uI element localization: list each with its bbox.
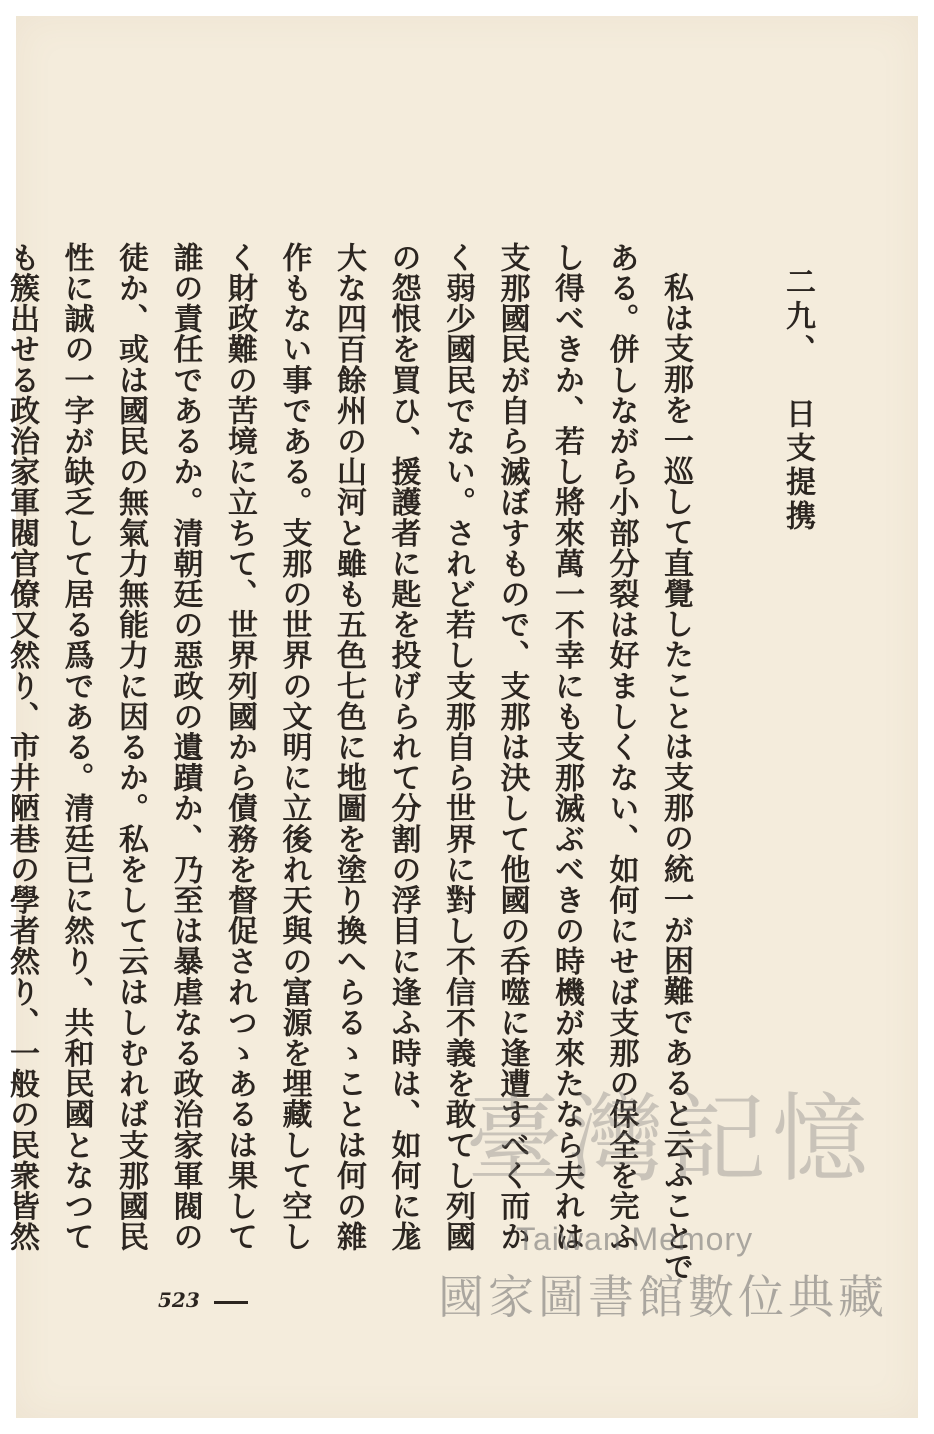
watermark-logo: 臺灣記憶 — [466, 1083, 874, 1195]
watermark-chinese: 國家圖書館數位典藏 — [438, 1270, 888, 1324]
section-number: 二九、 — [780, 266, 815, 368]
section-heading — [768, 266, 815, 534]
page-number: 523 — [158, 1288, 200, 1312]
book-page — [4, 16, 918, 1418]
body-paragraph: 私は支那を一巡して直覺したことは支那の統一が困難であると云ふことである。併しながら小部分裂は好ましくない、如何にせば支那の保全を完ふし得べきか、若し將來萬一不幸にも支那滅ぶべきの時機が來たなら夫れは支那國民が自ら滅ぼすもので、支那は決して他國の呑噬に逢遭すべく而かく弱少國民でない。されど若し支那自ら世界に對し不信不義を敢てし列國の怨恨を買ひ、援護者に匙を投げられて分割の浮目に逢ふ時は、如何に尨大な四百餘州の山河と雖も五色七色に地圖を塗り換へらるゝことは何の雜作もない事である。支那の世界の文明に立後れ天與の富源を埋藏して空しく財政難の苦境に立ちて、世界列國から債務を督促されつゝあるは果して誰の責任であるか。清朝廷の惡政の遺蹟か、乃至は暴虐なる政治家軍閥の徒か、或は國民の無氣力無能力に因るか。私をして云はしむれば支那國民性に誠の一字が缺乏して居る爲である。清廷已に然り、共和民國となつても簇出せる政治家軍閥官僚又然り、市井陋巷の學者然り、一般の民衆皆然 — [4, 242, 693, 1282]
section-title: 日支提携 — [780, 398, 815, 534]
watermark-english: Taiwan Memory — [516, 1221, 754, 1257]
page-number-dash — [214, 1301, 248, 1304]
body-text — [0, 242, 702, 1282]
